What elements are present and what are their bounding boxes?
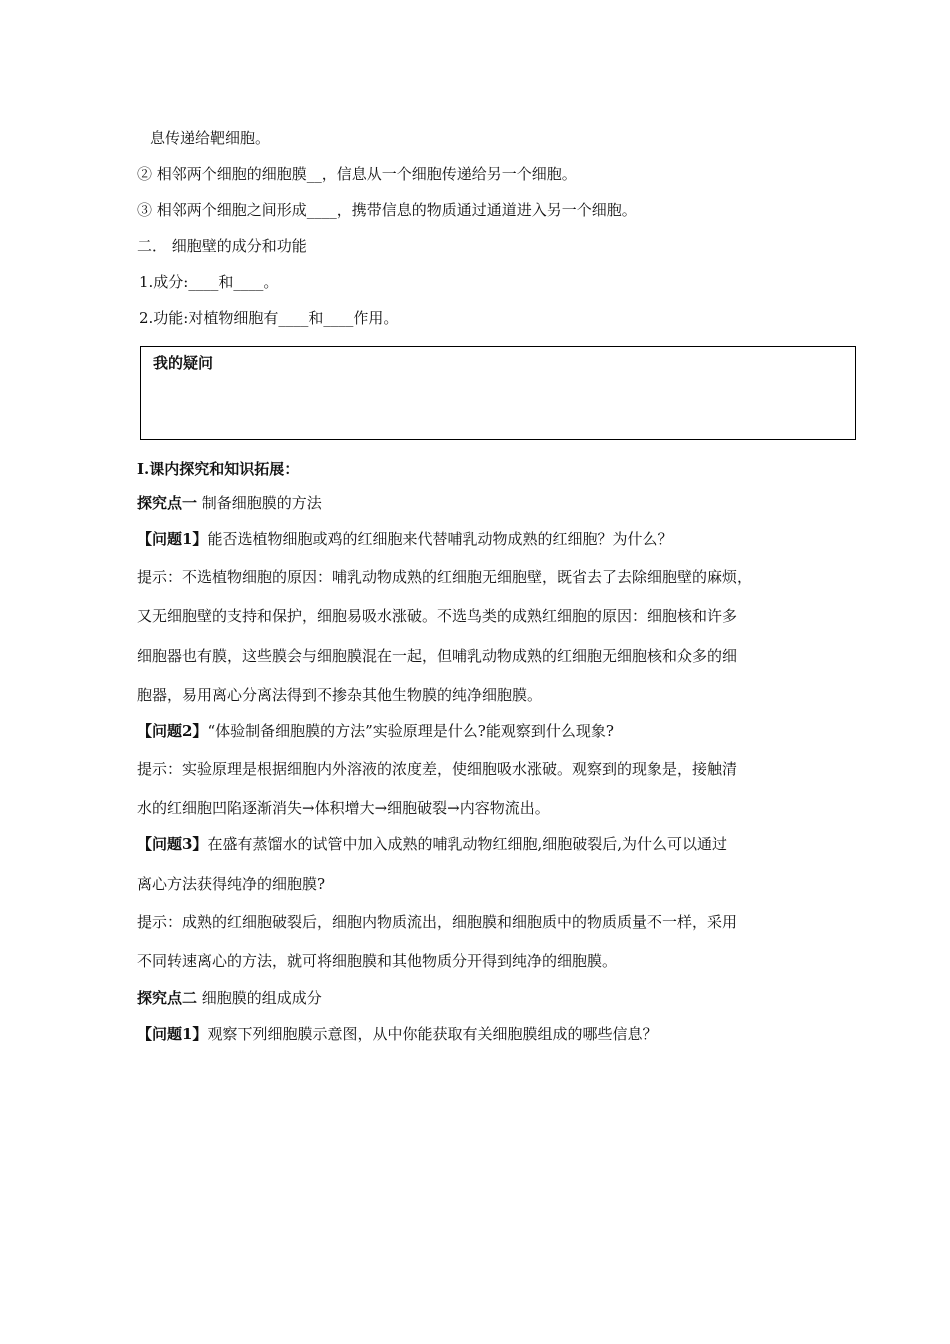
question-3-continued: 离心方法获得纯净的细胞膜?	[137, 875, 326, 893]
inquiry-point-text: 细胞膜的组成成分	[197, 989, 322, 1007]
question-1	[137, 529, 827, 549]
section-heading-cell-wall: 二． 细胞壁的成分和功能	[137, 237, 307, 255]
hint-line: 提示：实验原理是根据细胞内外溶液的浓度差，使细胞吸水涨破。观察到的现象是，接触清	[137, 760, 738, 778]
section-title: Ⅰ.课内探究和知识拓展：	[137, 460, 300, 478]
text-line: 1.成分:____和____。	[139, 273, 279, 291]
question-text: 能否选植物细胞或鸡的红细胞来代替哺乳动物成熟的红细胞？为什么？	[207, 530, 673, 548]
hint-line: 细胞器也有膜，这些膜会与细胞膜混在一起，但哺乳动物成熟的红细胞无细胞核和众多的细	[137, 647, 738, 665]
question-3	[137, 834, 827, 854]
inquiry-point-label: 探究点二	[137, 989, 198, 1007]
hint-line: 不同转速离心的方法，就可将细胞膜和其他物质分开得到纯净的细胞膜。	[137, 952, 618, 970]
text-line: 息传递给靶细胞。	[150, 129, 271, 147]
my-questions-title: 我的疑问	[153, 354, 214, 372]
question-label: 【问题3】	[137, 835, 208, 853]
question-2	[137, 721, 827, 741]
hint-line: 胞器，易用离心分离法得到不掺杂其他生物膜的纯净细胞膜。	[137, 686, 543, 704]
my-questions-box	[140, 346, 856, 440]
question-text: 在盛有蒸馏水的试管中加入成熟的哺乳动物红细胞,细胞破裂后,为什么可以通过	[207, 835, 727, 853]
text-line: ③ 相邻两个细胞之间形成____，携带信息的物质通过通道进入另一个细胞。	[137, 201, 637, 219]
text-line: 2.功能:对植物细胞有____和____作用。	[139, 309, 399, 327]
question-4	[137, 1024, 827, 1044]
text-line: ② 相邻两个细胞的细胞膜__，信息从一个细胞传递给另一个细胞。	[137, 165, 577, 183]
question-text: 观察下列细胞膜示意图，从中你能获取有关细胞膜组成的哪些信息？	[207, 1025, 658, 1043]
question-label: 【问题2】	[137, 722, 208, 740]
hint-line: 又无细胞壁的支持和保护，细胞易吸水涨破。不选鸟类的成熟红细胞的原因：细胞核和许多	[137, 607, 738, 625]
hint-line: 提示：不选植物细胞的原因：哺乳动物成熟的红细胞无细胞壁，既省去了去除细胞壁的麻烦，	[137, 568, 753, 586]
question-label: 【问题1】	[137, 1025, 208, 1043]
hint-line: 水的红细胞凹陷逐渐消失→体积增大→细胞破裂→内容物流出。	[137, 799, 550, 817]
inquiry-point-1	[137, 493, 827, 513]
inquiry-point-label: 探究点一	[137, 494, 198, 512]
question-text: “体验制备细胞膜的方法”实验原理是什么?能观察到什么现象?	[207, 722, 614, 740]
hint-line: 提示：成熟的红细胞破裂后，细胞内物质流出，细胞膜和细胞质中的物质质量不一样，采用	[137, 913, 738, 931]
inquiry-point-2	[137, 988, 827, 1008]
inquiry-point-text: 制备细胞膜的方法	[197, 494, 322, 512]
question-label: 【问题1】	[137, 530, 208, 548]
